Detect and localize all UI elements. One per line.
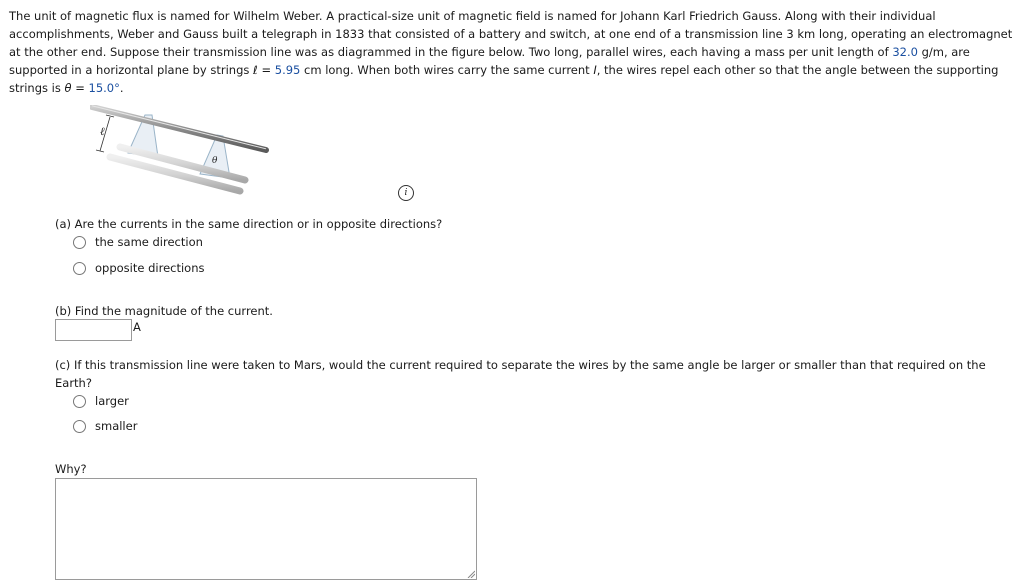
ell-label: ℓ xyxy=(100,125,105,138)
radio-button[interactable] xyxy=(73,395,86,408)
length-dimension xyxy=(96,115,114,152)
intro-text-1: The unit of magnetic flux is named for Wilhelm Weber. A practical-size unit of magnetic field is named for Johann Karl Friedrich Gauss. Along with their individual accomplishments, Weber and Gauss built a telegraph in 1833 that consisted of a battery and switch, at one end of a transmission line 3 km long, operating an electromagnet at the other end. Suppose their transmission line was as diagrammed in the figure below. Two long, parallel wires, each having a mass per unit length of xyxy=(9,9,1013,59)
theta-label: θ xyxy=(212,156,218,166)
why-textarea[interactable] xyxy=(55,478,477,580)
intro-text-3: = xyxy=(257,63,275,77)
option-label: the same direction xyxy=(95,235,203,249)
string-length-value: 5.95 xyxy=(274,63,301,77)
option-label: opposite directions xyxy=(95,261,205,275)
intro-text-5: , the wires repel each other so that the angle between the supporting strings is xyxy=(9,63,999,95)
part-c-question: (c) If this transmission line were taken to Mars, would the current required to separate the wires by the same angle be larger or smaller than that required on the Earth? xyxy=(55,358,986,390)
part-b-question: (b) Find the magnitude of the current. xyxy=(55,304,273,318)
option-opposite-directions[interactable] xyxy=(73,260,205,276)
radio-button[interactable] xyxy=(73,236,86,249)
why-label: Why? xyxy=(55,462,87,476)
part-a-question: (a) Are the currents in the same direction or in opposite directions? xyxy=(55,217,443,231)
current-unit: A xyxy=(133,320,141,334)
resize-handle-icon[interactable] xyxy=(467,570,475,578)
intro-text-6: = xyxy=(71,81,89,95)
option-same-direction[interactable] xyxy=(73,234,203,250)
support-rod xyxy=(92,106,266,150)
intro-text-2: g/m, are supported in a horizontal plane by strings xyxy=(9,45,970,77)
option-label: smaller xyxy=(95,419,138,433)
radio-button[interactable] xyxy=(73,420,86,433)
info-icon[interactable]: i xyxy=(398,185,414,201)
current-symbol: I xyxy=(593,63,597,77)
option-larger[interactable] xyxy=(73,393,129,409)
theta-symbol: θ xyxy=(64,81,72,95)
intro-text-4: cm long. When both wires carry the same current xyxy=(300,63,594,77)
option-label: larger xyxy=(95,394,129,408)
angle-value: 15.0° xyxy=(88,81,120,95)
intro-text-7: . xyxy=(119,81,124,95)
problem-statement xyxy=(9,7,1014,97)
ell-symbol: ℓ xyxy=(253,63,258,77)
radio-button[interactable] xyxy=(73,262,86,275)
mass-per-length-value: 32.0 xyxy=(892,45,918,59)
wires-figure xyxy=(90,105,275,195)
option-smaller[interactable] xyxy=(73,418,137,434)
current-answer-input[interactable] xyxy=(55,319,132,341)
